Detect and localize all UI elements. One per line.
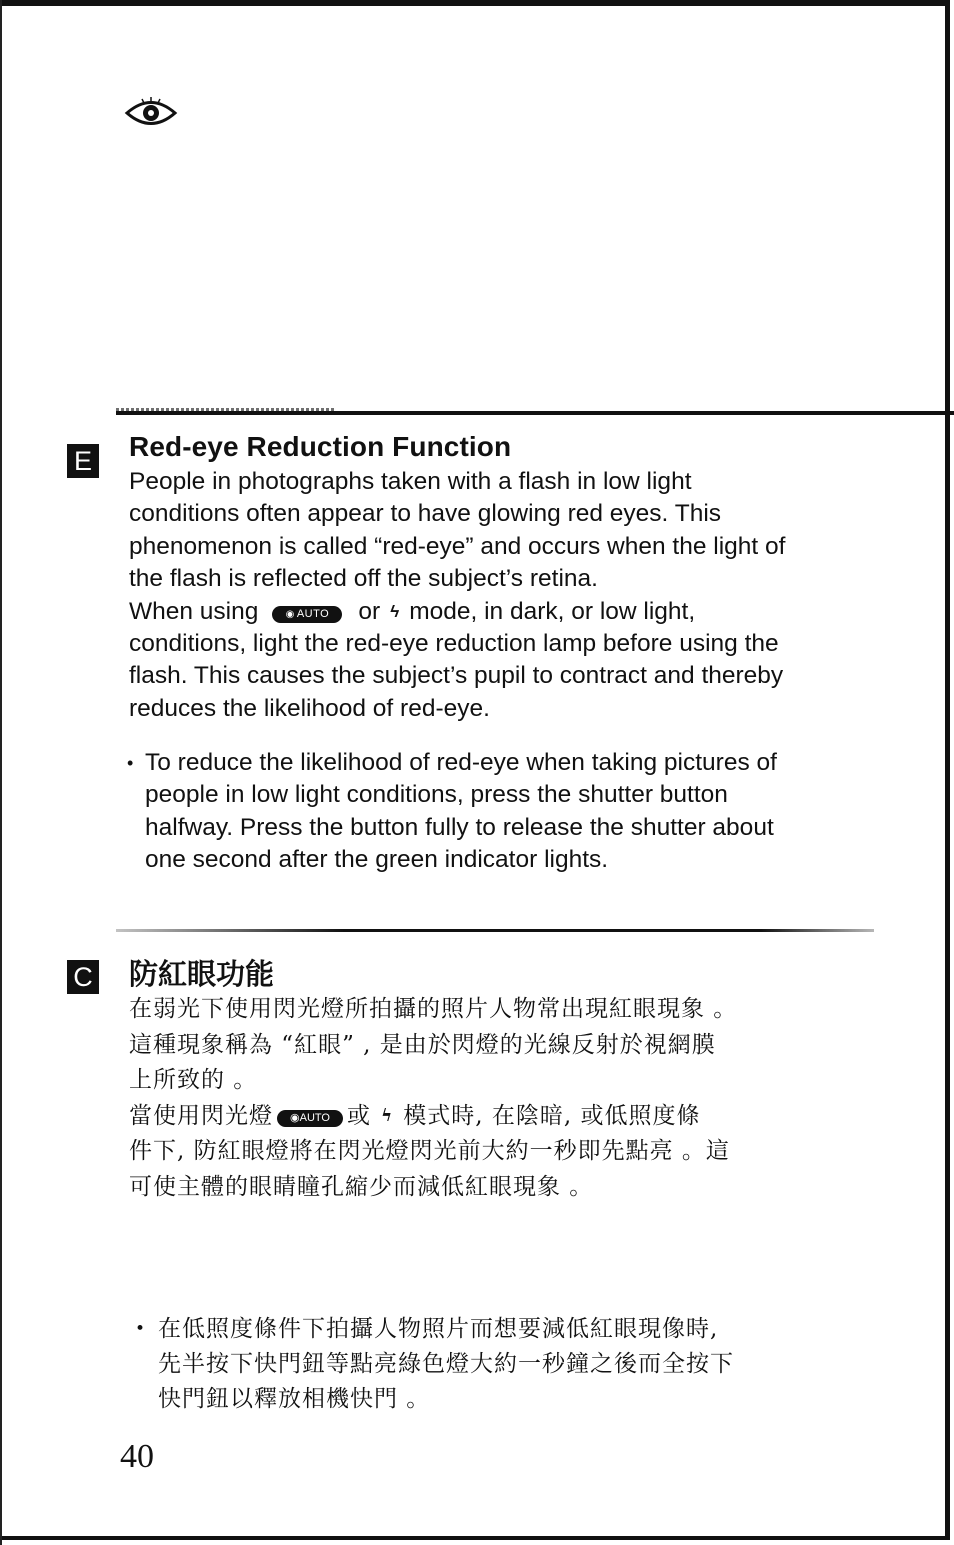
- tip-line: To reduce the likelihood of red-eye when taking pictures of: [145, 749, 777, 776]
- tip-line: people in low light conditions, press the shutter button: [145, 781, 728, 809]
- language-tag-chinese: C: [67, 960, 99, 994]
- mode-line-before: When using: [129, 597, 259, 625]
- body-line: conditions often appear to have glowing red eyes. This: [129, 500, 722, 528]
- tip-line: 在低照度條件下拍攝人物照片而想要減低紅眼現像時,: [158, 1316, 719, 1342]
- page-number: 40: [120, 1438, 154, 1475]
- red-eye-auto-icon: ◉AUTO: [277, 1110, 343, 1127]
- mode-line-middle: 或: [347, 1102, 371, 1129]
- badge-label: AUTO: [299, 1111, 330, 1124]
- body-line: People in photographs taken with a flash in low light: [129, 468, 692, 495]
- section-title-chinese: 防紅眼功能: [129, 957, 275, 991]
- body-line: 可使主體的眼睛瞳孔縮少而減低紅眼現象 。: [129, 1173, 594, 1200]
- section-divider-middle: [116, 929, 874, 932]
- tip-line: 先半按下快門鈕等點亮綠色燈大約一秒鐘之後而全按下: [158, 1351, 734, 1377]
- language-tag-english: E: [67, 444, 99, 478]
- chinese-tip: [135, 1312, 835, 1417]
- english-tip: [127, 747, 887, 877]
- body-line: phenomenon is called “red-eye” and occurs when the light of: [129, 532, 786, 560]
- chinese-body: [129, 992, 829, 1205]
- tip-line: 快門鈕以釋放相機快門 。: [158, 1386, 431, 1412]
- mode-line-after: mode, in dark, or low light,: [409, 597, 696, 625]
- body-line: the flash is reflected off the subject’s retina.: [129, 565, 598, 593]
- mode-line: [129, 1099, 829, 1135]
- red-eye-auto-icon: ◉ AUTO: [272, 606, 342, 623]
- english-body: [129, 466, 889, 725]
- mode-line-after: 模式時, 在陰暗, 或低照度條: [403, 1102, 701, 1129]
- body-line: 在弱光下使用閃光燈所拍攝的照片人物常出現紅眼現象 。: [129, 996, 738, 1022]
- flash-icon: ϟ: [381, 1105, 394, 1126]
- bullet-icon: •: [135, 1319, 147, 1339]
- section-divider-top: [116, 411, 954, 415]
- flash-icon: ϟ: [390, 601, 400, 621]
- tip-line: halfway. Press the button fully to release the shutter about: [145, 813, 774, 841]
- body-line: flash. This causes the subject’s pupil to contract and thereby: [129, 662, 784, 690]
- bullet-icon: •: [127, 753, 134, 773]
- body-line: 件下, 防紅眼燈將在閃光燈閃光前大約一秒即先點亮 。這: [129, 1138, 730, 1164]
- red-eye-icon: [124, 94, 178, 132]
- mode-line: [129, 596, 889, 628]
- section-title-english: Red-eye Reduction Function: [129, 431, 512, 462]
- body-line: reduces the likelihood of red-eye.: [129, 694, 490, 722]
- tip-line: one second after the green indicator lights.: [145, 846, 609, 874]
- body-line: 上所致的 。: [129, 1067, 258, 1093]
- body-line: conditions, light the red-eye reduction lamp before using the: [129, 630, 779, 658]
- badge-label: AUTO: [296, 607, 330, 620]
- mode-line-middle: or: [358, 597, 381, 625]
- body-line: 這種現象稱為 “紅眼” , 是由於閃燈的光線反射於視網膜: [129, 1031, 716, 1058]
- binding-edge: [0, 0, 2, 1545]
- mode-line-before: 當使用閃光燈: [129, 1102, 273, 1129]
